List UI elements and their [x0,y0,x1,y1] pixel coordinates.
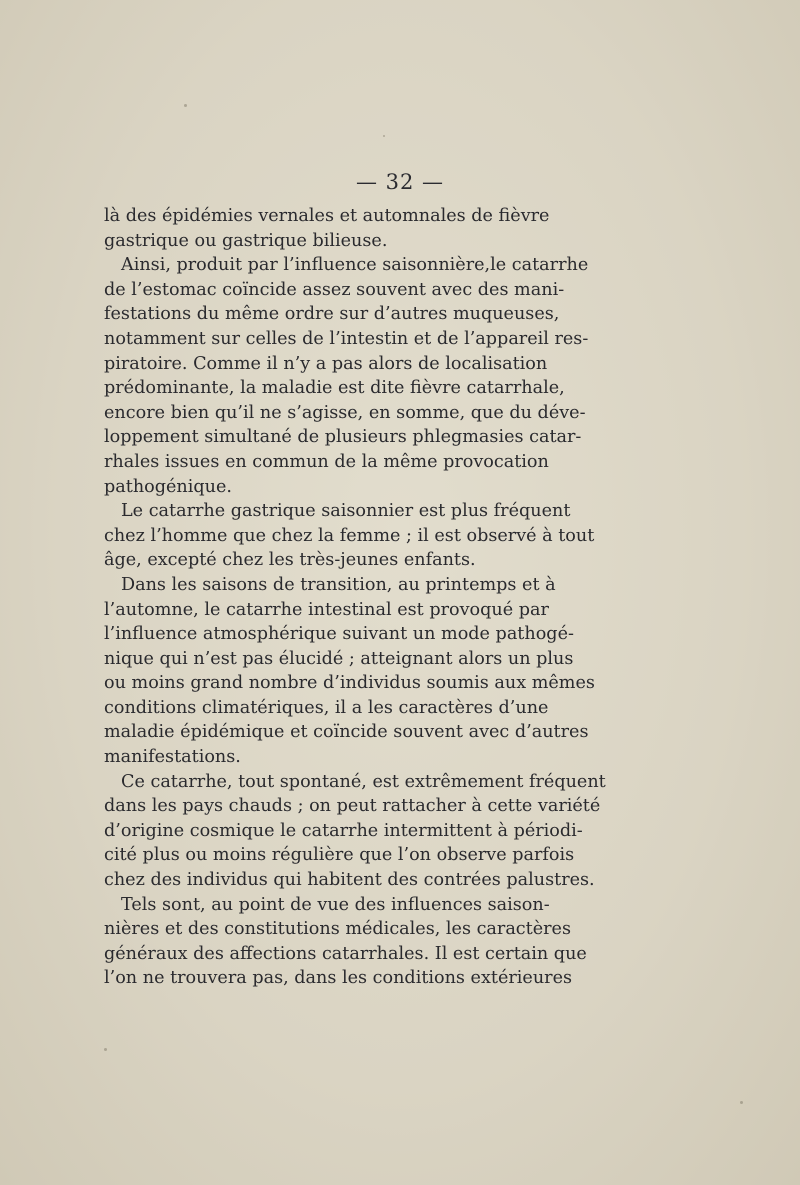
text-line: maladie épidémique et coïncide souvent avec d’autres [104,722,589,743]
paper-speck [383,135,385,137]
text-line: festations du même ordre sur d’autres muqueuses, [104,304,560,325]
text-line: Ce catarrhe, tout spontané, est extrêmement fréquent [121,771,606,792]
text-line: Ainsi, produit par l’influence saisonnière,le catarrhe [121,255,589,276]
text-line: piratoire. Comme il n’y a pas alors de localisation [104,353,548,374]
text-line: généraux des affections catarrhales. Il est certain que [104,943,587,964]
text-line: l’influence atmosphérique suivant un mode pathogé- [104,624,574,645]
paper-speck [104,1048,107,1051]
text-line: âge, excepté chez les très-jeunes enfants. [104,550,476,571]
text-line: Dans les saisons de transition, au printemps et à [121,574,556,595]
text-line: chez des individus qui habitent des contrées palustres. [104,870,595,891]
paper-speck [184,104,187,107]
text-line: pathogénique. [104,476,232,497]
text-line: Tels sont, au point de vue des influences saison- [121,894,550,915]
text-line: ou moins grand nombre d’individus soumis aux mêmes [104,673,595,694]
text-line: l’automne, le catarrhe intestinal est provoqué par [104,599,549,620]
paper-speck [740,1101,743,1104]
text-line: loppement simultané de plusieurs phlegmasies catar- [104,427,582,448]
body-text [104,204,606,991]
text-line: prédominante, la maladie est dite fièvre catarrhale, [104,378,565,399]
text-line: nique qui n’est pas élucidé ; atteignant alors un plus [104,648,574,669]
text-line: notamment sur celles de l’intestin et de l’appareil res- [104,328,589,349]
text-line: rhales issues en commun de la même provocation [104,451,549,472]
text-line: nières et des constitutions médicales, les caractères [104,919,571,940]
text-line: manifestations. [104,747,241,768]
text-line: cité plus ou moins régulière que l’on observe parfois [104,845,575,866]
text-line: là des épidémies vernales et automnales de fièvre [104,206,550,226]
text-line: d’origine cosmique le catarrhe intermittent à périodi- [104,820,583,841]
page-number: — 32 — [355,170,445,194]
text-line: chez l’homme que chez la femme ; il est observé à tout [104,525,595,546]
text-line: dans les pays chauds ; on peut rattacher à cette variété [104,796,601,817]
text-line: conditions climatériques, il a les caractères d’une [104,697,549,718]
text-line: Le catarrhe gastrique saisonnier est plus fréquent [121,501,571,522]
text-line: encore bien qu’il ne s’agisse, en somme, que du déve- [104,402,586,423]
text-line: de l’estomac coïncide assez souvent avec des mani- [104,279,565,300]
text-line: l’on ne trouvera pas, dans les conditions extérieures [104,968,573,989]
text-line: gastrique ou gastrique bilieuse. [104,230,388,251]
